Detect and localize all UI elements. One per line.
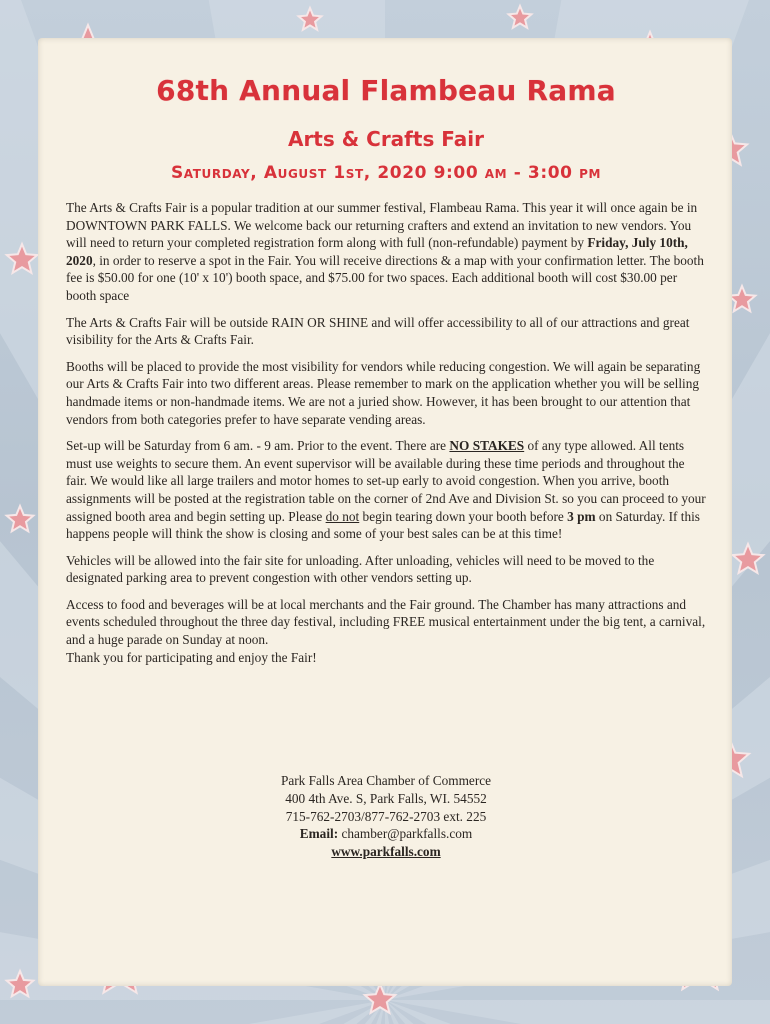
paragraph-setup [66, 437, 706, 543]
setup-text-c: begin tearing down your booth before [359, 508, 568, 524]
contact-org: Park Falls Area Chamber of Commerce [280, 773, 492, 788]
star-icon [299, 8, 322, 30]
star-icon [7, 971, 34, 996]
star-icon [509, 6, 532, 28]
star-icon [7, 506, 34, 531]
star-icon [729, 286, 756, 311]
contact-email-line [66, 825, 706, 843]
star-icon [7, 244, 37, 273]
do-not-emphasis: do not [325, 508, 360, 524]
setup-text-d: on Saturday. If this happens people will think the show is closing and some of your best sales can be at this time! [66, 508, 700, 542]
website-link[interactable]: www.parkfalls.com [331, 844, 441, 860]
page-subtitle: Arts & Crafts Fair [287, 127, 485, 151]
flyer-content [66, 74, 706, 675]
contact-website-line [66, 843, 706, 861]
intro-text-a: The Arts & Crafts Fair is a popular tradition at our summer festival, Flambeau Rama. This year it will once again be in DOWNTOWN PARK FALLS. We welcome back our returning crafters and extend an invitation to new vendors. You will need to return your completed registration form along with full (non-refundable) payment by [66, 200, 698, 251]
email-label: Email: [299, 826, 339, 842]
deadline-date: Friday, July 10th, 2020 [66, 235, 688, 268]
star-icon [365, 984, 395, 1013]
intro-text-b: , in order to reserve a spot in the Fair. You will receive directions & a map with your confirmation letter. The booth fee is $50.00 for one (10' x 10') booth space, and $75.00 for two spaces. Each additional booth will cost $30.00 per booth space [66, 252, 704, 303]
paragraph-thanks: Thank you for participating and enjoy the Fair! [66, 649, 317, 665]
paragraph-rain-or-shine: The Arts & Crafts Fair will be outside RAIN OR SHINE and will offer accessibility to all of our attractions and great visibility for the Arts & Crafts Fair. [66, 314, 690, 348]
setup-text-b: of any type allowed. All tents must use weights to secure them. An event supervisor will be available during these time periods and throughout the fair. We would like all large trailers and motor homes to set-up early to avoid congestion. When you arrive, booth assignments will be posted at the registration table on the corner of 2nd Ave and Division St. so you can proceed to your assigned booth area and begin setting up. Please [66, 438, 706, 524]
event-date: Saturday, August 1st, 2020 9:00 am - 3:00 pm [170, 163, 602, 183]
page-title: 68th Annual Flambeau Rama [156, 74, 616, 107]
paragraph-vehicles: Vehicles will be allowed into the fair site for unloading. After unloading, vehicles will need to be moved to the designated parking area to prevent congestion with other vendors setting up. [66, 552, 655, 586]
no-stakes-emphasis: NO STAKES [449, 438, 525, 454]
contact-phone: 715-762-2703/877-762-2703 ext. 225 [285, 808, 487, 824]
teardown-time: 3 pm [567, 508, 596, 524]
contact-block [66, 772, 706, 861]
email-address[interactable]: chamber@parkfalls.com [341, 826, 473, 842]
paragraph-food: Access to food and beverages will be at local merchants and the Fair ground. The Chamber has many attractions and events scheduled throughout the three day festival, including FREE musical entertainment under the big tent, a carnival, and a huge parade on Sunday at noon. [66, 596, 706, 648]
contact-address: 400 4th Ave. S, Park Falls, WI. 54552 [285, 790, 487, 806]
star-icon [733, 544, 763, 573]
paragraph-booths: Booths will be placed to provide the most visibility for vendors while reducing congestion. We will again be separating our Arts & Crafts Fair into two different areas. Please remember to mark on the application whether you will be selling handmade items or non-handmade items. We are not a juried show. However, it has been brought to our attention that vendors from both categories prefer to have separate vending areas. [66, 358, 701, 427]
paragraph-intro [66, 199, 706, 305]
setup-text-a: Set-up will be Saturday from 6 am. - 9 am. Prior to the event. There are [66, 438, 450, 454]
